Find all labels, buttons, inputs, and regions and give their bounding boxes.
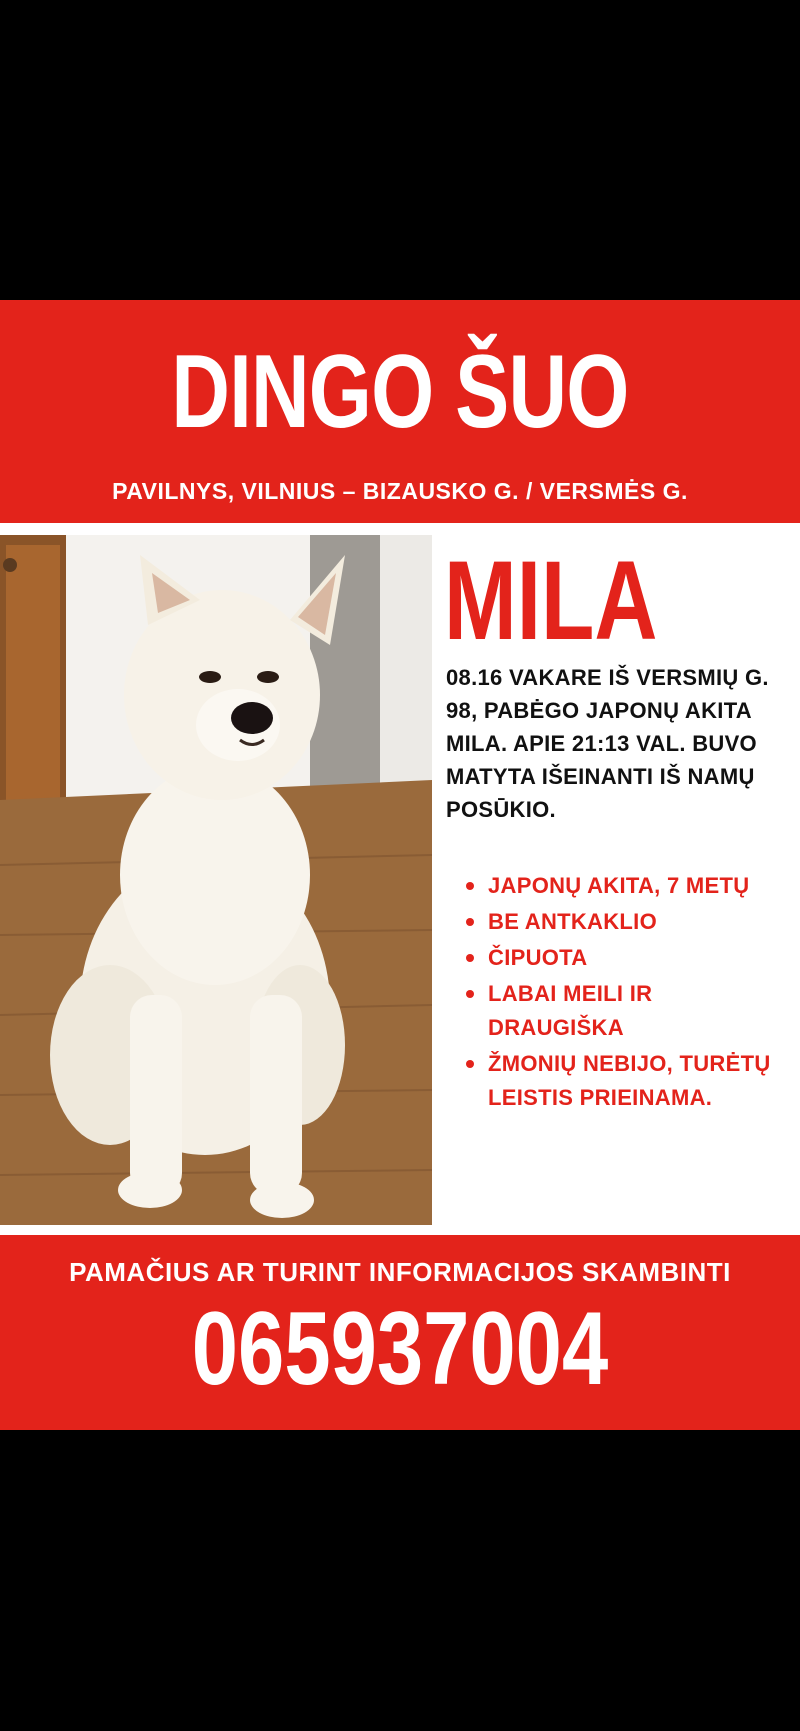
call-to-action: PAMAČIUS AR TURINT INFORMACIJOS SKAMBINTI <box>69 1257 731 1287</box>
info-panel <box>0 523 800 1235</box>
list-item: ČIPUOTA <box>466 941 791 975</box>
facts-list <box>466 869 791 1117</box>
contact-banner <box>0 1235 800 1430</box>
bottom-black-bar <box>0 1430 800 1731</box>
dog-photo <box>0 535 432 1225</box>
list-item: JAPONŲ AKITA, 7 METŲ <box>466 869 791 903</box>
top-black-bar <box>0 0 800 300</box>
header-banner <box>0 300 800 523</box>
list-item: ŽMONIŲ NEBIJO, TURĖTŲ LEISTIS PRIEINAMA. <box>466 1047 791 1115</box>
phone-number[interactable]: 065937004 <box>191 1291 609 1407</box>
description-text: 08.16 VAKARE IŠ VERSMIŲ G. 98, PABĖGO JAPONŲ AKITA MILA. APIE 21:13 VAL. BUVO MATYTA IŠEINANTI IŠ NAMŲ POSŪKIO. <box>446 665 769 822</box>
poster-title: DINGO ŠUO <box>171 334 629 450</box>
location-subtitle: PAVILNYS, VILNIUS – BIZAUSKO G. / VERSMĖS G. <box>112 478 688 504</box>
list-item: LABAI MEILI IR DRAUGIŠKA <box>466 977 791 1045</box>
dog-photo-illustration <box>0 535 432 1225</box>
dog-name: MILA <box>444 538 658 663</box>
list-item: BE ANTKAKLIO <box>466 905 791 939</box>
